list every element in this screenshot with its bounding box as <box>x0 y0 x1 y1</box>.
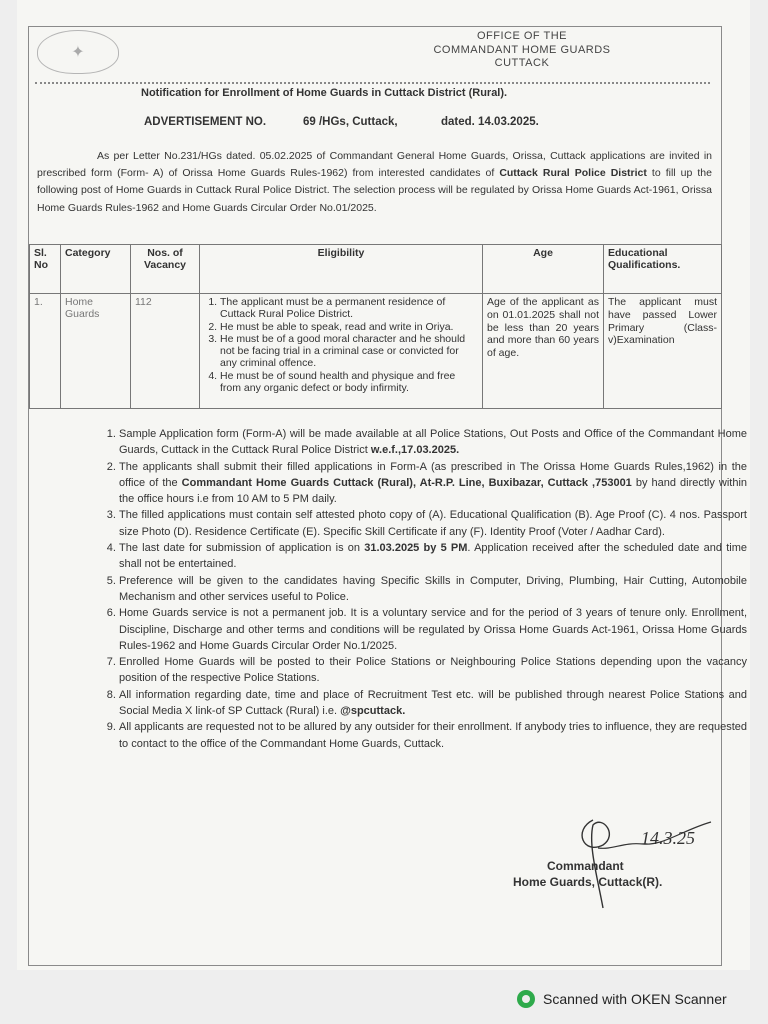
note-item: 3. The filled applications must contain self attested photo copy of (A). Educational Qualification (B). Age Proof (C). 4 nos. Passport size Photo (D). Residence Certificate (E). Specific Skill Certificate if any (F). Identity Proof (Voter / Aadhar Card). <box>119 507 747 540</box>
cell-eligibility <box>200 294 483 409</box>
cell-education: The applicant must have passed Lower Primary (Class-v)Examination <box>604 294 722 409</box>
header-age: Age <box>483 245 604 294</box>
office-line-3: CUTTACK <box>494 57 550 69</box>
cell-age: Age of the applicant as on 01.01.2025 shall not be less than 20 years and more than 60 years of age. <box>483 294 604 409</box>
cell-category: Home Guards <box>61 294 131 409</box>
signature-date: 14.3.25 <box>641 828 695 848</box>
note-2-tail: by hand directly within the office hours i.e from 10 AM to 5 PM daily. <box>119 476 748 506</box>
advertisement-number: 69 /HGs, Cuttack, <box>303 116 398 128</box>
eligibility-item: 1. The applicant must be a permanent residence of Cuttack Rural Police District. <box>220 296 478 321</box>
eligibility-item: 4. He must be of sound health and physique and free from any organic defect or body infirmity. <box>220 370 478 395</box>
notes-list <box>93 426 747 752</box>
intro-district: Cuttack Rural Police District <box>499 167 647 180</box>
scanner-label: Scanned with OKEN Scanner <box>543 991 727 1007</box>
eligibility-item: 2. He must be able to speak, read and write in Oriya. <box>220 321 478 333</box>
note-item <box>119 426 747 459</box>
signature-mark <box>553 800 713 910</box>
note-item: 9. All applicants are requested not to be allured by any outsider for their enrollment. If anybody tries to influence, they are requested to contact to the office of the Commandant Home Guards, Cuttack. <box>119 719 747 752</box>
table-row <box>30 294 722 409</box>
note-8-handle: @spcuttack. <box>340 705 406 718</box>
vacancy-table <box>29 244 722 409</box>
cell-vacancy: 112 <box>131 294 200 409</box>
advertisement-label: ADVERTISEMENT NO. <box>144 116 267 128</box>
note-item <box>119 687 747 720</box>
header-divider <box>35 82 710 84</box>
note-item: 7. Enrolled Home Guards will be posted to their Police Stations or Neighbouring Police Stations depending upon the vacancy position of the respective Police Stations. <box>119 654 747 687</box>
signatory-title: Commandant <box>547 859 624 873</box>
cell-sl-no: 1. <box>30 294 61 409</box>
note-4-deadline: 31.03.2025 by 5 PM <box>364 542 468 555</box>
note-2-address: Commandant Home Guards Cuttack (Rural), At-R.P. Line, Buxibazar, Cuttack ,753001 <box>181 476 632 489</box>
header-category: Category <box>61 245 131 294</box>
note-4-text: The last date for submission of application is on <box>119 542 365 555</box>
header-vacancy: Nos. of Vacancy <box>131 245 200 294</box>
signatory-block <box>513 858 662 890</box>
notification-title: Notification for Enrollment of Home Guards in Cuttack District (Rural). <box>141 87 508 99</box>
emblem-icon: ✦ <box>37 30 119 74</box>
scanner-watermark <box>517 990 727 1008</box>
table-header-row <box>30 245 722 294</box>
office-header <box>397 30 647 71</box>
note-item <box>119 459 747 508</box>
office-line-2: COMMANDANT HOME GUARDS <box>433 43 611 56</box>
header-sl-no: Sl. No <box>30 245 61 294</box>
eligibility-item: 3. He must be of a good moral character and he should not be facing trial in a criminal case or convicted for any criminal offence. <box>220 333 478 370</box>
header-education: Educational Qualifications. <box>604 245 722 294</box>
signatory-office: Home Guards, Cuttack(R). <box>513 875 663 889</box>
note-2-text: The applicants shall submit their filled applications in Form-A (as prescribed in The Orissa Home Guards Rules,1962) in the office of the <box>119 460 747 489</box>
note-4-tail: . Application received after the scheduled date and time shall not be entertained. <box>119 542 747 571</box>
intro-text-before: As per Letter No.231/HGs dated. 05.02.2025 of Commandant General Home Guards, Orissa, Cuttack applications are invited in prescribed form (Form- A) of Orissa Home Guards Rules-1962) from interested candidates of <box>37 150 712 180</box>
note-1-date: w.e.f.,17.03.2025. <box>370 444 460 457</box>
advertisement-date: dated. 14.03.2025. <box>441 116 539 128</box>
scanner-logo-icon <box>517 990 535 1008</box>
note-item: 5. Preference will be given to the candidates having Specific Skills in Computer, Driving, Plumbing, Hair Cutting, Automobile Mechanism and other services useful to Police. <box>119 573 747 606</box>
note-item: 6. Home Guards service is not a permanent job. It is a voluntary service and for the period of 3 years of tenure only. Enrollment, Discipline, Discharge and other terms and conditions will be regulated by Orissa Home Guards Act-1961, Orissa Home Guards Rules-1962 and Home Guards Circular Order No.1/2025. <box>119 605 747 654</box>
header-eligibility: Eligibility <box>200 245 483 294</box>
note-8-text: All information regarding date, time and place of Recruitment Test etc. will be published through nearest Police Stations and Social Media X link-of SP Cuttack (Rural) i.e. <box>119 688 747 718</box>
office-line-1: OFFICE OF THE <box>476 30 568 42</box>
intro-paragraph <box>37 148 712 217</box>
note-item <box>119 540 747 573</box>
intro-text-after: to fill up the following post of Home Guards in Cuttack Rural Police District. The selection process will be regulated by Orissa Home Guards Act-1961, Orissa Home Guards Rules-1962 and Home Guards Circular Order No.01/2025. <box>37 167 712 214</box>
note-1-text: Sample Application form (Form-A) will be made available at all Police Stations, Out Posts and Office of the Commandant Home Guards, Cuttack in the Cuttack Rural Police District <box>119 428 747 457</box>
document-page <box>17 0 750 970</box>
